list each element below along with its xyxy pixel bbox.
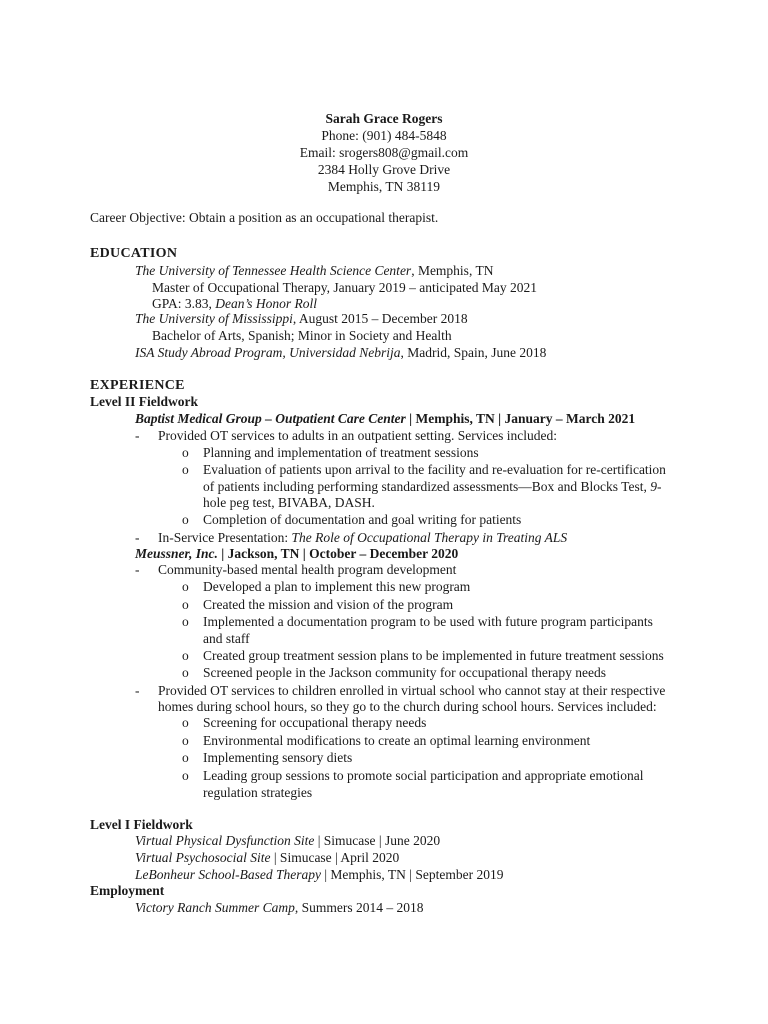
candidate-name: Sarah Grace Rogers: [325, 111, 443, 126]
employment-dates: , Summers 2014 – 2018: [294, 900, 424, 915]
email-line: Email: srogers808@gmail.com: [299, 145, 469, 160]
degree-line: Master of Occupational Therapy, January 2019 – anticipated May 2021: [152, 280, 538, 295]
employer-name: Victory Ranch Summer Camp: [135, 900, 295, 915]
sub-bullet-text: Completion of documentation and goal writing for patients: [203, 512, 522, 527]
sub-bullet: o: [182, 597, 189, 612]
sub-bullet: o: [182, 733, 189, 748]
presentation-title: The Role of Occupational Therapy in Treating ALS: [291, 530, 568, 545]
program-name: ISA Study Abroad Program, Universidad Nebrija: [135, 345, 401, 360]
street-line: 2384 Holly Grove Drive: [317, 162, 451, 177]
contact-header: [0, 110, 768, 195]
sub-bullet-text: Leading group sessions to promote social participation and appropriate emotional: [203, 768, 644, 783]
site-name: Virtual Physical Dysfunction Site: [135, 833, 315, 848]
site-name: LeBonheur School-Based Therapy: [135, 867, 321, 882]
bullet-dash: -: [135, 530, 140, 545]
employment-item: [135, 899, 424, 916]
fieldwork-item: [135, 832, 440, 849]
bullet-text: Provided OT services to adults in an outpatient setting. Services included:: [158, 428, 558, 443]
bullet-text: Provided OT services to children enrolled in virtual school who cannot stay at their respective: [158, 683, 666, 698]
sub-bullet-text: Implementing sensory diets: [203, 750, 353, 765]
sub-bullet-text-cont: regulation strategies: [203, 785, 313, 800]
sub-bullet: o: [182, 512, 189, 527]
org-name: Baptist Medical Group – Outpatient Care Center: [135, 411, 406, 426]
sub-bullet-text: Screening for occupational therapy needs: [203, 715, 427, 730]
gpa-label: GPA: 3.83,: [152, 296, 216, 311]
sub-bullet-text: Created the mission and vision of the program: [203, 597, 454, 612]
sub-bullet-text: Developed a plan to implement this new program: [203, 579, 471, 594]
site-meta: | Simucase | June 2020: [314, 833, 441, 848]
sub-bullet: o: [182, 579, 189, 594]
phone-line: Phone: (901) 484-5848: [321, 128, 447, 143]
education-entry-isa: [135, 344, 546, 361]
text-segment: In-Service Presentation:: [158, 530, 292, 545]
sub-bullet: o: [182, 648, 189, 663]
sub-bullet-text: Evaluation of patients upon arrival to the facility and re-evaluation for re-certification: [203, 462, 666, 477]
bullet-dash: -: [135, 428, 140, 443]
bullet-dash: -: [135, 562, 140, 577]
site-meta: | Simucase | April 2020: [270, 850, 400, 865]
level-i-heading: Level I Fieldwork: [90, 817, 193, 832]
job-title-baptist: [135, 410, 635, 427]
school-location: , Memphis, TN: [411, 263, 494, 278]
bullet-dash: -: [135, 683, 140, 698]
sub-bullet-text-cont: [203, 478, 661, 495]
sub-bullet-text-cont: and staff: [203, 631, 250, 646]
employment-heading: Employment: [90, 883, 165, 898]
sub-bullet: o: [182, 715, 189, 730]
bullet-text: Community-based mental health program development: [158, 562, 457, 577]
program-location: , Madrid, Spain, June 2018: [400, 345, 547, 360]
org-meta: | Memphis, TN | January – March 2021: [405, 411, 636, 426]
degree-line: Bachelor of Arts, Spanish; Minor in Society and Health: [152, 328, 452, 343]
school-name: The University of Mississippi: [135, 311, 293, 326]
org-name: Meussner, Inc.: [135, 546, 218, 561]
experience-heading: EXPERIENCE: [90, 378, 185, 393]
education-entry-olemiss: [135, 310, 468, 327]
fieldwork-item: [135, 866, 503, 883]
sub-bullet-text: Implemented a documentation program to be used with future program participants: [203, 614, 653, 629]
job-title-meussner: [135, 545, 458, 562]
education-heading: EDUCATION: [90, 246, 178, 261]
city-line: Memphis, TN 38119: [327, 179, 441, 194]
sub-bullet: o: [182, 445, 189, 460]
text-segment-italic: 9-: [650, 479, 662, 494]
bullet-text-cont: homes during school hours, so they go to the church during school hours. Services included:: [158, 699, 657, 714]
sub-bullet: o: [182, 462, 189, 477]
sub-bullet: o: [182, 750, 189, 765]
org-meta: | Jackson, TN | October – December 2020: [217, 546, 459, 561]
site-meta: | Memphis, TN | September 2019: [320, 867, 504, 882]
career-objective: Career Objective: Obtain a position as an occupational therapist.: [90, 210, 439, 225]
sub-bullet-text: Planning and implementation of treatment sessions: [203, 445, 479, 460]
sub-bullet: o: [182, 768, 189, 783]
sub-bullet-text: Created group treatment session plans to be implemented in future treatment sessions: [203, 648, 664, 663]
level-ii-heading: Level II Fieldwork: [90, 394, 198, 409]
sub-bullet-text: Environmental modifications to create an optimal learning environment: [203, 733, 591, 748]
sub-bullet-text-cont: hole peg test, BIVABA, DASH.: [203, 495, 375, 510]
sub-bullet: o: [182, 665, 189, 680]
sub-bullet: o: [182, 614, 189, 629]
text-segment: of patients including performing standardized assessments—Box and Blocks Test,: [203, 479, 651, 494]
sub-bullet-text: Screened people in the Jackson community for occupational therapy needs: [203, 665, 606, 680]
honor-roll: Dean’s Honor Roll: [215, 296, 318, 311]
school-name: The University of Tennessee Health Science Center: [135, 263, 412, 278]
fieldwork-item: [135, 849, 399, 866]
bullet-text: [158, 529, 567, 546]
education-entry-utsc: [135, 262, 493, 279]
school-dates: , August 2015 – December 2018: [292, 311, 468, 326]
site-name: Virtual Psychosocial Site: [135, 850, 271, 865]
